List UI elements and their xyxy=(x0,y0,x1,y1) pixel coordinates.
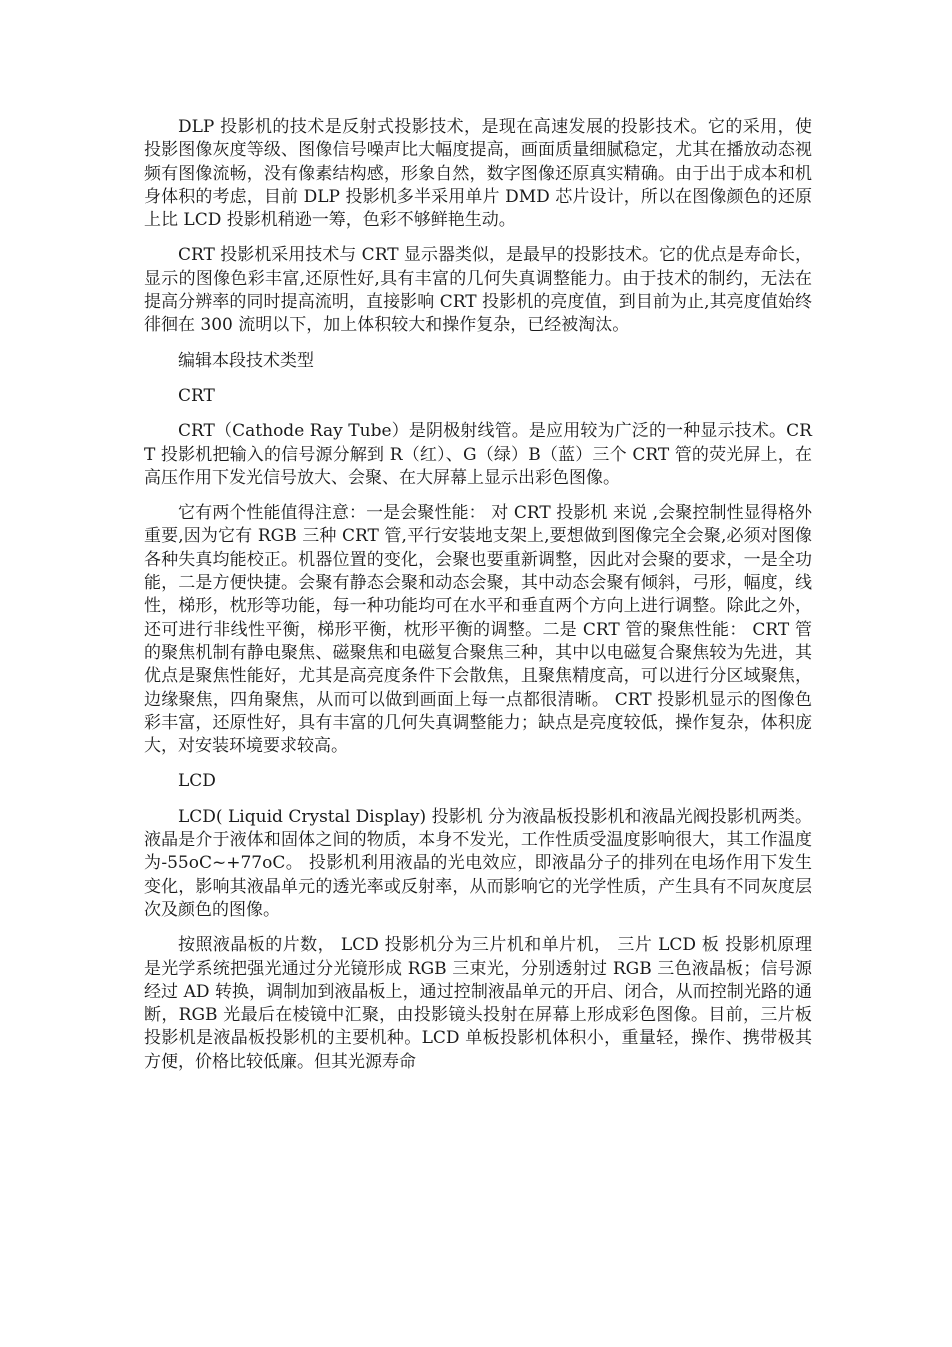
paragraph-crt-performance: 它有两个性能值得注意：一是会聚性能： 对 CRT 投影机 来说 ,会聚控制性显得格外重要,因为它有 RGB 三种 CRT 管,平行安装地支架上,要想做到图像完全会聚,必须对图像各种失真均能校正。机器位置的变化，会聚也要重新调整，因此对会聚的要求，一是全功能，二是方便快捷。会聚有静态会聚和动态会聚，其中动态会聚有倾斜，弓形，幅度，线性，梯形，枕形等功能，每一种功能均可在水平和垂直两个方向上进行调整。除此之外，还可进行非线性平衡，梯形平衡，枕形平衡的调整。二是 CRT 管的聚焦性能： CRT 管的聚焦机制有静电聚焦、磁聚焦和电磁复合聚焦三种，其中以电磁复合聚焦较为先进，其优点是聚焦性能好，尤其是高亮度条件下会散焦，且聚焦精度高，可以进行分区域聚焦，边缘聚焦，四角聚焦，从而可以做到画面上每一点都很清晰。 CRT 投影机显示的图像色彩丰富，还原性好，具有丰富的几何失真调整能力；缺点是亮度较低，操作复杂，体积庞大，对安装环境要求较高。 xyxy=(144,503,812,757)
paragraph-lcd-definition: LCD( Liquid Crystal Display) 投影机 分为液晶板投影机和液晶光阀投影机两类。液晶是介于液体和固体之间的物质，本身不发光，工作性质受温度影响很大，其工作温度为-55oC~+77oC。 投影机利用液晶的光电效应，即液晶分子的排列在电场作用下发生变化，影响其液晶单元的透光率或反射率，从而影响它的光学性质，产生具有不同灰度层次及颜色的图像。 xyxy=(144,806,812,920)
document-body xyxy=(144,116,812,1086)
paragraph-crt-intro: CRT 投影机采用技术与 CRT 显示器类似，是最早的投影技术。它的优点是寿命长，显示的图像色彩丰富,还原性好,具有丰富的几何失真调整能力。由于技术的制约，无法在提高分辨率的同时提高流明，直接影响 CRT 投影机的亮度值，到目前为止,其亮度值始终徘徊在 300 流明以下，加上体积较大和操作复杂，已经被淘汰。 xyxy=(144,245,812,336)
subheading-crt: CRT xyxy=(178,385,215,406)
paragraph-lcd-panels: 按照液晶板的片数， LCD 投影机分为三片机和单片机， 三片 LCD 板 投影机原理是光学系统把强光通过分光镜形成 RGB 三束光，分别透射过 RGB 三色液晶板；信号源经过 AD 转换，调制加到液晶板上，通过控制液晶单元的开启、闭合，从而控制光路的通断，RGB 光最后在棱镜中汇聚，由投影镜头投射在屏幕上形成彩色图像。目前，三片板投影机是液晶板投影机的主要机种。LCD 单板投影机体积小，重量轻，操作、携带极其方便，价格比较低廉。但其光源寿命 xyxy=(144,935,812,1072)
subheading-lcd: LCD xyxy=(178,771,216,792)
section-heading-tech-types: 编辑本段技术类型 xyxy=(178,350,314,371)
paragraph-dlp: DLP 投影机的技术是反射式投影技术，是现在高速发展的投影技术。它的采用，使投影图像灰度等级、图像信号噪声比大幅度提高，画面质量细腻稳定，尤其在播放动态视频有图像流畅，没有像素结构感，形象自然，数字图像还原真实精确。由于出于成本和机身体积的考虑，目前 DLP 投影机多半采用单片 DMD 芯片设计，所以在图像颜色的还原上比 LCD 投影机稍逊一筹，色彩不够鲜艳生动。 xyxy=(144,117,812,231)
paragraph-crt-definition: CRT（Cathode Ray Tube）是阴极射线管。是应用较为广泛的一种显示技术。CRT 投影机把输入的信号源分解到 R（红）、G（绿）B（蓝）三个 CRT 管的荧光屏上，在高压作用下发光信号放大、会聚、在大屏幕上显示出彩色图像。 xyxy=(144,421,812,488)
